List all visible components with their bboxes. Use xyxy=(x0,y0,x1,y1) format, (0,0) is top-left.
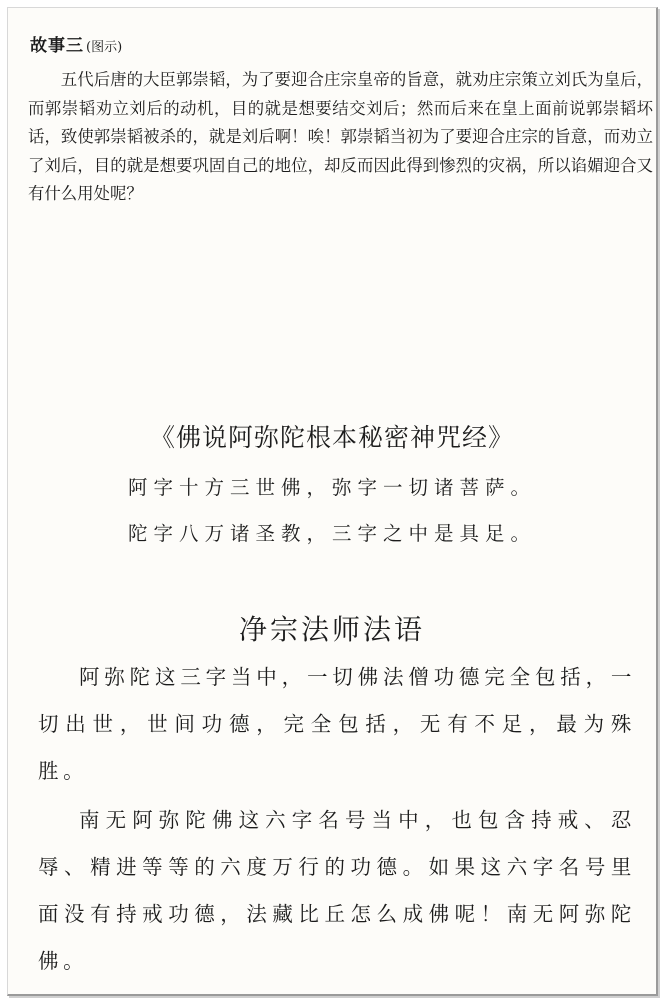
dharma-paragraph-2: 南无阿弥陀佛这六字名号当中，也包含持戒、忍辱、精进等等的六度万行的功德。如果这六字名号里面没有持戒功德，法藏比丘怎么成佛呢！南无阿弥陀佛。 xyxy=(38,808,636,973)
dharma-talk-title: 净宗法师法语 xyxy=(238,613,425,646)
story-heading-label: 故事三 xyxy=(30,36,84,56)
book-page xyxy=(7,7,658,996)
story-body xyxy=(28,66,653,209)
story-heading xyxy=(30,31,122,56)
sutra-title: 《佛说阿弥陀根本秘密神咒经》 xyxy=(149,423,514,452)
dharma-paragraph-1: 阿弥陀这三字当中，一切佛法僧功德完全包括，一切出世，世间功德，完全包括，无有不足，最为殊胜。 xyxy=(38,665,636,783)
story-paragraph: 五代后唐的大臣郭崇韬，为了要迎合庄宗皇帝的旨意，就劝庄宗策立刘氏为皇后，而郭崇韬劝立刘后的动机，目的就是想要结交刘后；然而后来在皇上面前说郭崇韬坏话，致使郭崇韬被杀的，就是刘后啊！唉！郭崇韬当初为了要迎合庄宗的旨意，而劝立了刘后，目的就是想要巩固自己的地位，却反而因此得到惨烈的灾祸，所以谄媚迎合又有什么用处呢？ xyxy=(28,70,653,203)
sutra-verse-1: 阿字十方三世佛，弥字一切诸菩萨。 xyxy=(127,476,536,499)
story-heading-note: (图示) xyxy=(86,40,123,55)
sutra-verse-2: 陀字八万诸圣教，三字之中是具足。 xyxy=(127,522,536,545)
